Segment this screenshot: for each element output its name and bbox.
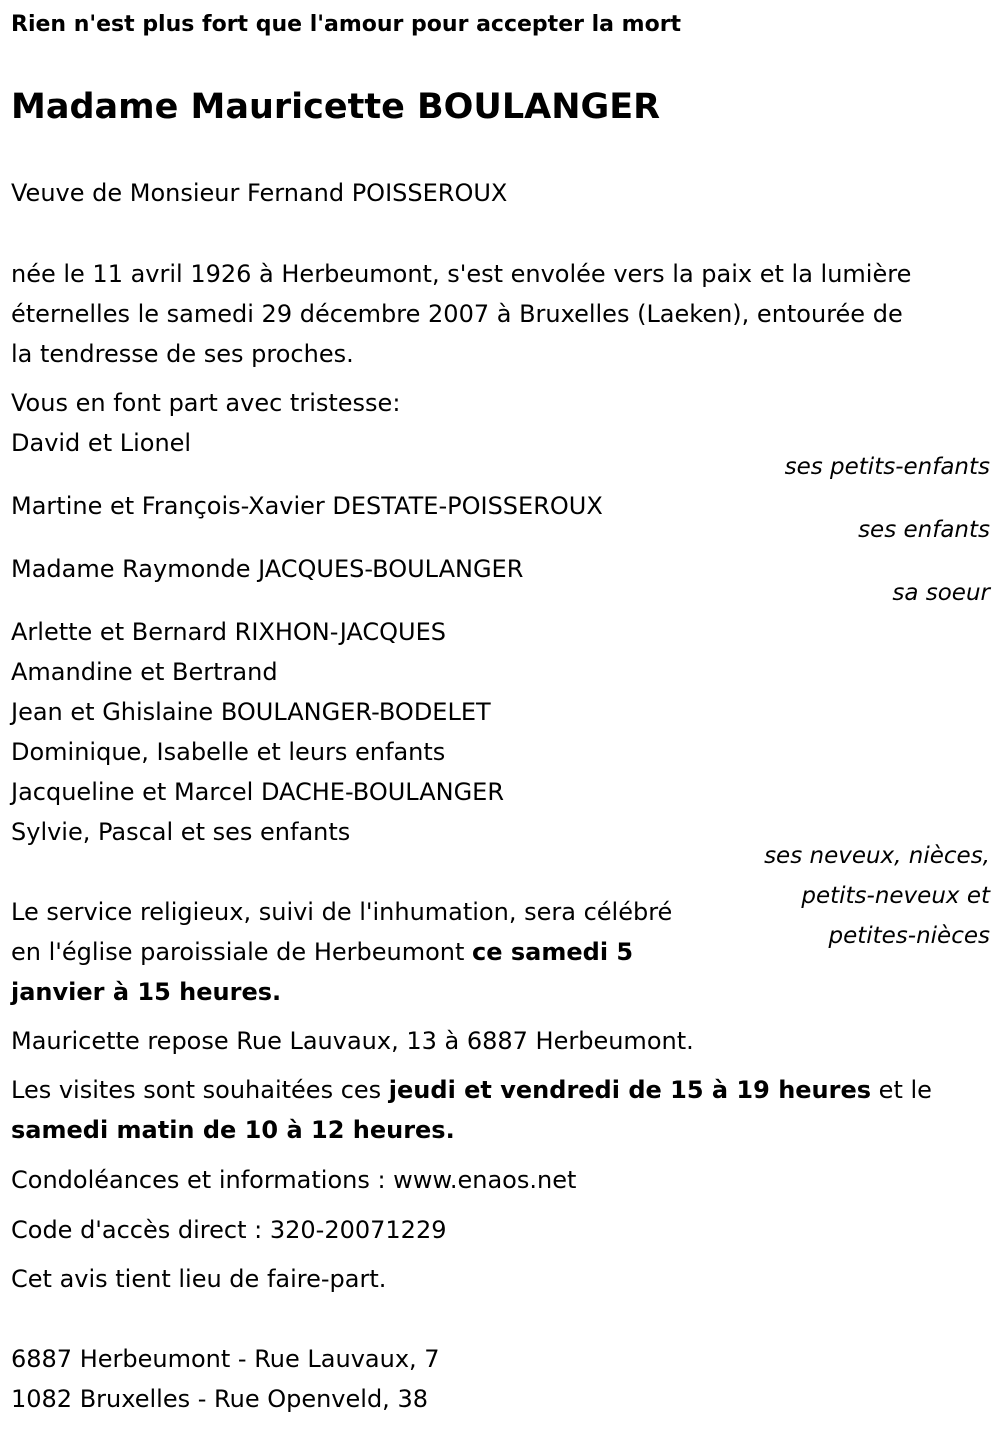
family-name-nephew-niece: Jacqueline et Marcel DACHE-BOULANGER (11, 778, 505, 806)
biography-line: éternelles le samedi 29 décembre 2007 à Bruxelles (Laeken), entourée de (11, 300, 903, 328)
family-name-nephew-niece: Dominique, Isabelle et leurs enfants (11, 738, 446, 766)
notice-note: Cet avis tient lieu de faire-part. (11, 1265, 387, 1293)
family-name-nephew-niece: Arlette et Bernard RIXHON-JACQUES (11, 618, 446, 646)
service-text: en l'église paroissiale de Herbeumont (11, 938, 473, 966)
relation-nephews-nieces: petites-nièces (828, 923, 990, 949)
family-name-nephew-niece: Amandine et Bertrand (11, 658, 278, 686)
relation-nephews-nieces: petits-neveux et (801, 883, 990, 909)
family-name-sister: Madame Raymonde JACQUES-BOULANGER (11, 555, 524, 583)
rests-at-line: Mauricette repose Rue Lauvaux, 13 à 6887 Herbeumont. (11, 1027, 694, 1055)
announcement-intro: Vous en font part avec tristesse: (11, 389, 401, 417)
service-date: ce samedi 5 (472, 938, 634, 966)
deceased-name: Madame Mauricette BOULANGER (11, 87, 661, 127)
biography-line: la tendresse de ses proches. (11, 340, 354, 368)
biography-line: née le 11 avril 1926 à Herbeumont, s'est envolée vers la paix et la lumière (11, 260, 912, 288)
condolences-line: Condoléances et informations : www.enaos.net (11, 1166, 577, 1194)
family-name-children: Martine et François-Xavier DESTATE-POISSEROUX (11, 492, 603, 520)
access-code-line: Code d'accès direct : 320-20071229 (11, 1216, 447, 1244)
epigraph: Rien n'est plus fort que l'amour pour accepter la mort (11, 12, 682, 37)
visits-line (11, 1070, 932, 1110)
visits-text: et le (871, 1076, 932, 1104)
service-line: Le service religieux, suivi de l'inhumation, sera célébré (11, 898, 673, 926)
relation-sister: sa soeur (892, 580, 990, 606)
service-time: janvier à 15 heures. (11, 978, 282, 1006)
visits-text: Les visites sont souhaitées ces (11, 1076, 389, 1104)
address-line: 1082 Bruxelles - Rue Openveld, 38 (11, 1385, 428, 1413)
family-name-nephew-niece: Jean et Ghislaine BOULANGER-BODELET (11, 698, 491, 726)
visits-saturday-hours: samedi matin de 10 à 12 heures. (11, 1116, 455, 1144)
family-name-grandchildren: David et Lionel (11, 429, 192, 457)
visits-weekday-hours: jeudi et vendredi de 15 à 19 heures (388, 1076, 872, 1104)
spouse-line: Veuve de Monsieur Fernand POISSEROUX (11, 179, 508, 207)
service-line (11, 932, 633, 972)
relation-children: ses enfants (858, 517, 990, 543)
address-line: 6887 Herbeumont - Rue Lauvaux, 7 (11, 1345, 440, 1373)
family-name-nephew-niece: Sylvie, Pascal et ses enfants (11, 818, 351, 846)
relation-grandchildren: ses petits-enfants (784, 454, 990, 480)
relation-nephews-nieces: ses neveux, nièces, (764, 843, 990, 869)
